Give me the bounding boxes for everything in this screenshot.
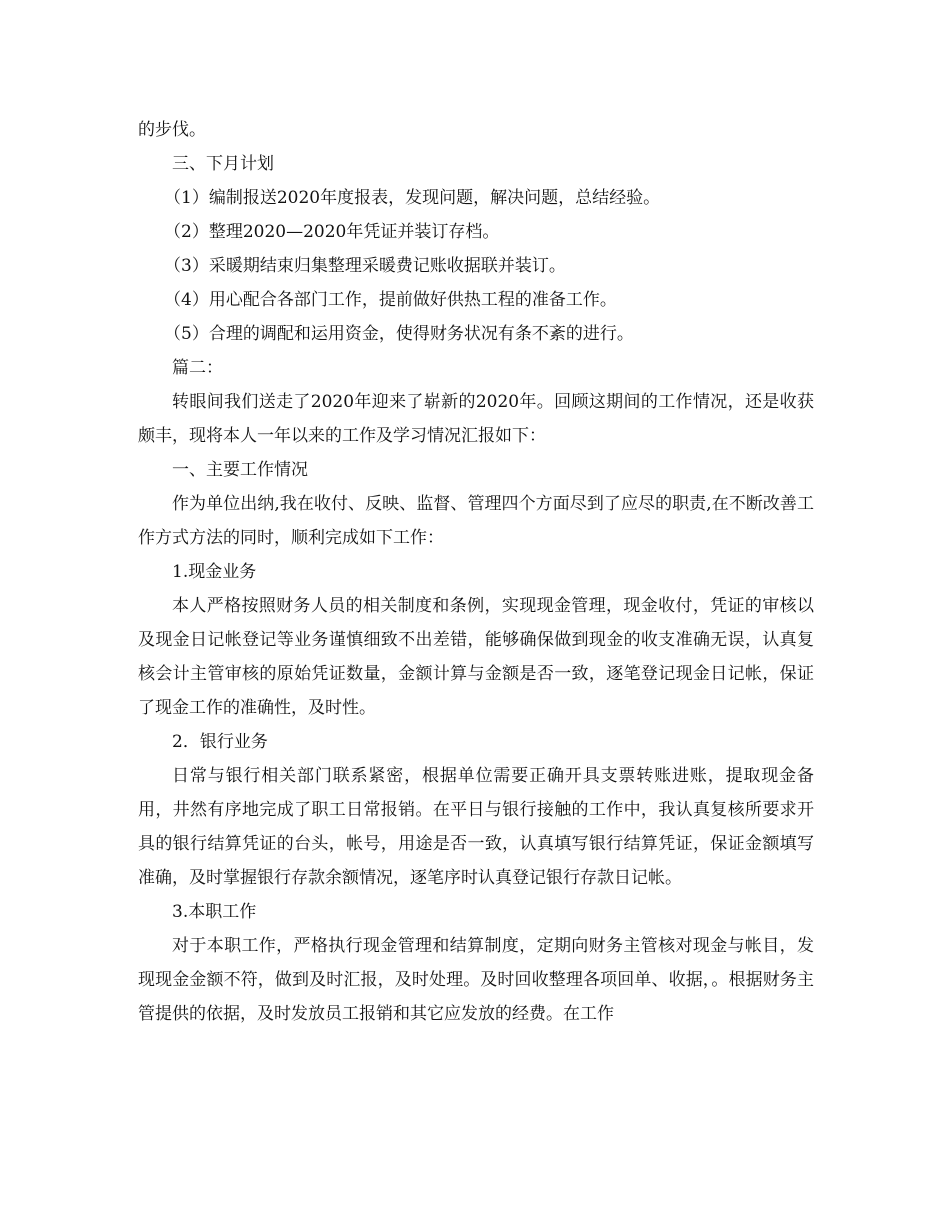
part-two-heading: 篇二： xyxy=(172,358,223,378)
subheading-duty-work: 3.本职工作 xyxy=(172,902,257,922)
plan-item-1: （1）编制报送2020年度报表，发现问题，解决问题，总结经验。 xyxy=(164,188,661,208)
plan-item-5: （5）合理的调配和运用资金，使得财务状况有条不紊的进行。 xyxy=(164,324,634,344)
cash-business-paragraph: 本人严格按照财务人员的相关制度和条例，实现现金管理，现金收付，凭证的审核以及现金日记帐登记等业务谨慎细致不出差错，能够确保做到现金的收支准确无误，认真复核会计主管审核的原始凭证数量，金额计算与金额是否一致，逐笔登记现金日记帐，保证了现金工作的准确性，及时性。 xyxy=(138,596,814,718)
subheading-bank-business: 2．银行业务 xyxy=(172,732,268,752)
bank-business-paragraph: 日常与银行相关部门联系紧密，根据单位需要正确开具支票转账进账，提取现金备用，井然有序地完成了职工日常报销。在平日与银行接触的工作中，我认真复核所要求开具的银行结算凭证的台头，帐号，用途是否一致，认真填写银行结算凭证，保证金额填写准确，及时掌握银行存款余额情况，逐笔序时认真登记银行存款日记帐。 xyxy=(138,766,814,888)
intro-paragraph: 转眼间我们送走了2020年迎来了崭新的2020年。回顾这期间的工作情况，还是收获颇丰，现将本人一年以来的工作及学习情况汇报如下： xyxy=(138,392,814,446)
plan-item-3: （3）采暖期结束归集整理采暖费记账收据联并装订。 xyxy=(164,256,566,276)
plan-item-4: （4）用心配合各部门工作，提前做好供热工程的准备工作。 xyxy=(164,290,617,310)
duty-work-paragraph: 对于本职工作，严格执行现金管理和结算制度，定期向财务主管核对现金与帐目，发现现金金额不符，做到及时汇报，及时处理。及时回收整理各项回单、收据，。根据财务主管提供的依据，及时发放员工报销和其它应发放的经费。在工作 xyxy=(138,936,814,1024)
document-body xyxy=(138,113,814,1031)
section-heading-main-work: 一、主要工作情况 xyxy=(172,460,308,480)
main-work-paragraph: 作为单位出纳,我在收付、反映、监督、管理四个方面尽到了应尽的职责,在不断改善工作方式方法的同时，顺利完成如下工作： xyxy=(138,494,814,548)
paragraph-continuation: 的步伐。 xyxy=(138,120,206,140)
plan-item-2: （2）整理2020—2020年凭证并装订存档。 xyxy=(164,222,500,242)
section-heading-next-month-plan: 三、下月计划 xyxy=(172,154,274,174)
subheading-cash-business: 1.现金业务 xyxy=(172,562,257,582)
